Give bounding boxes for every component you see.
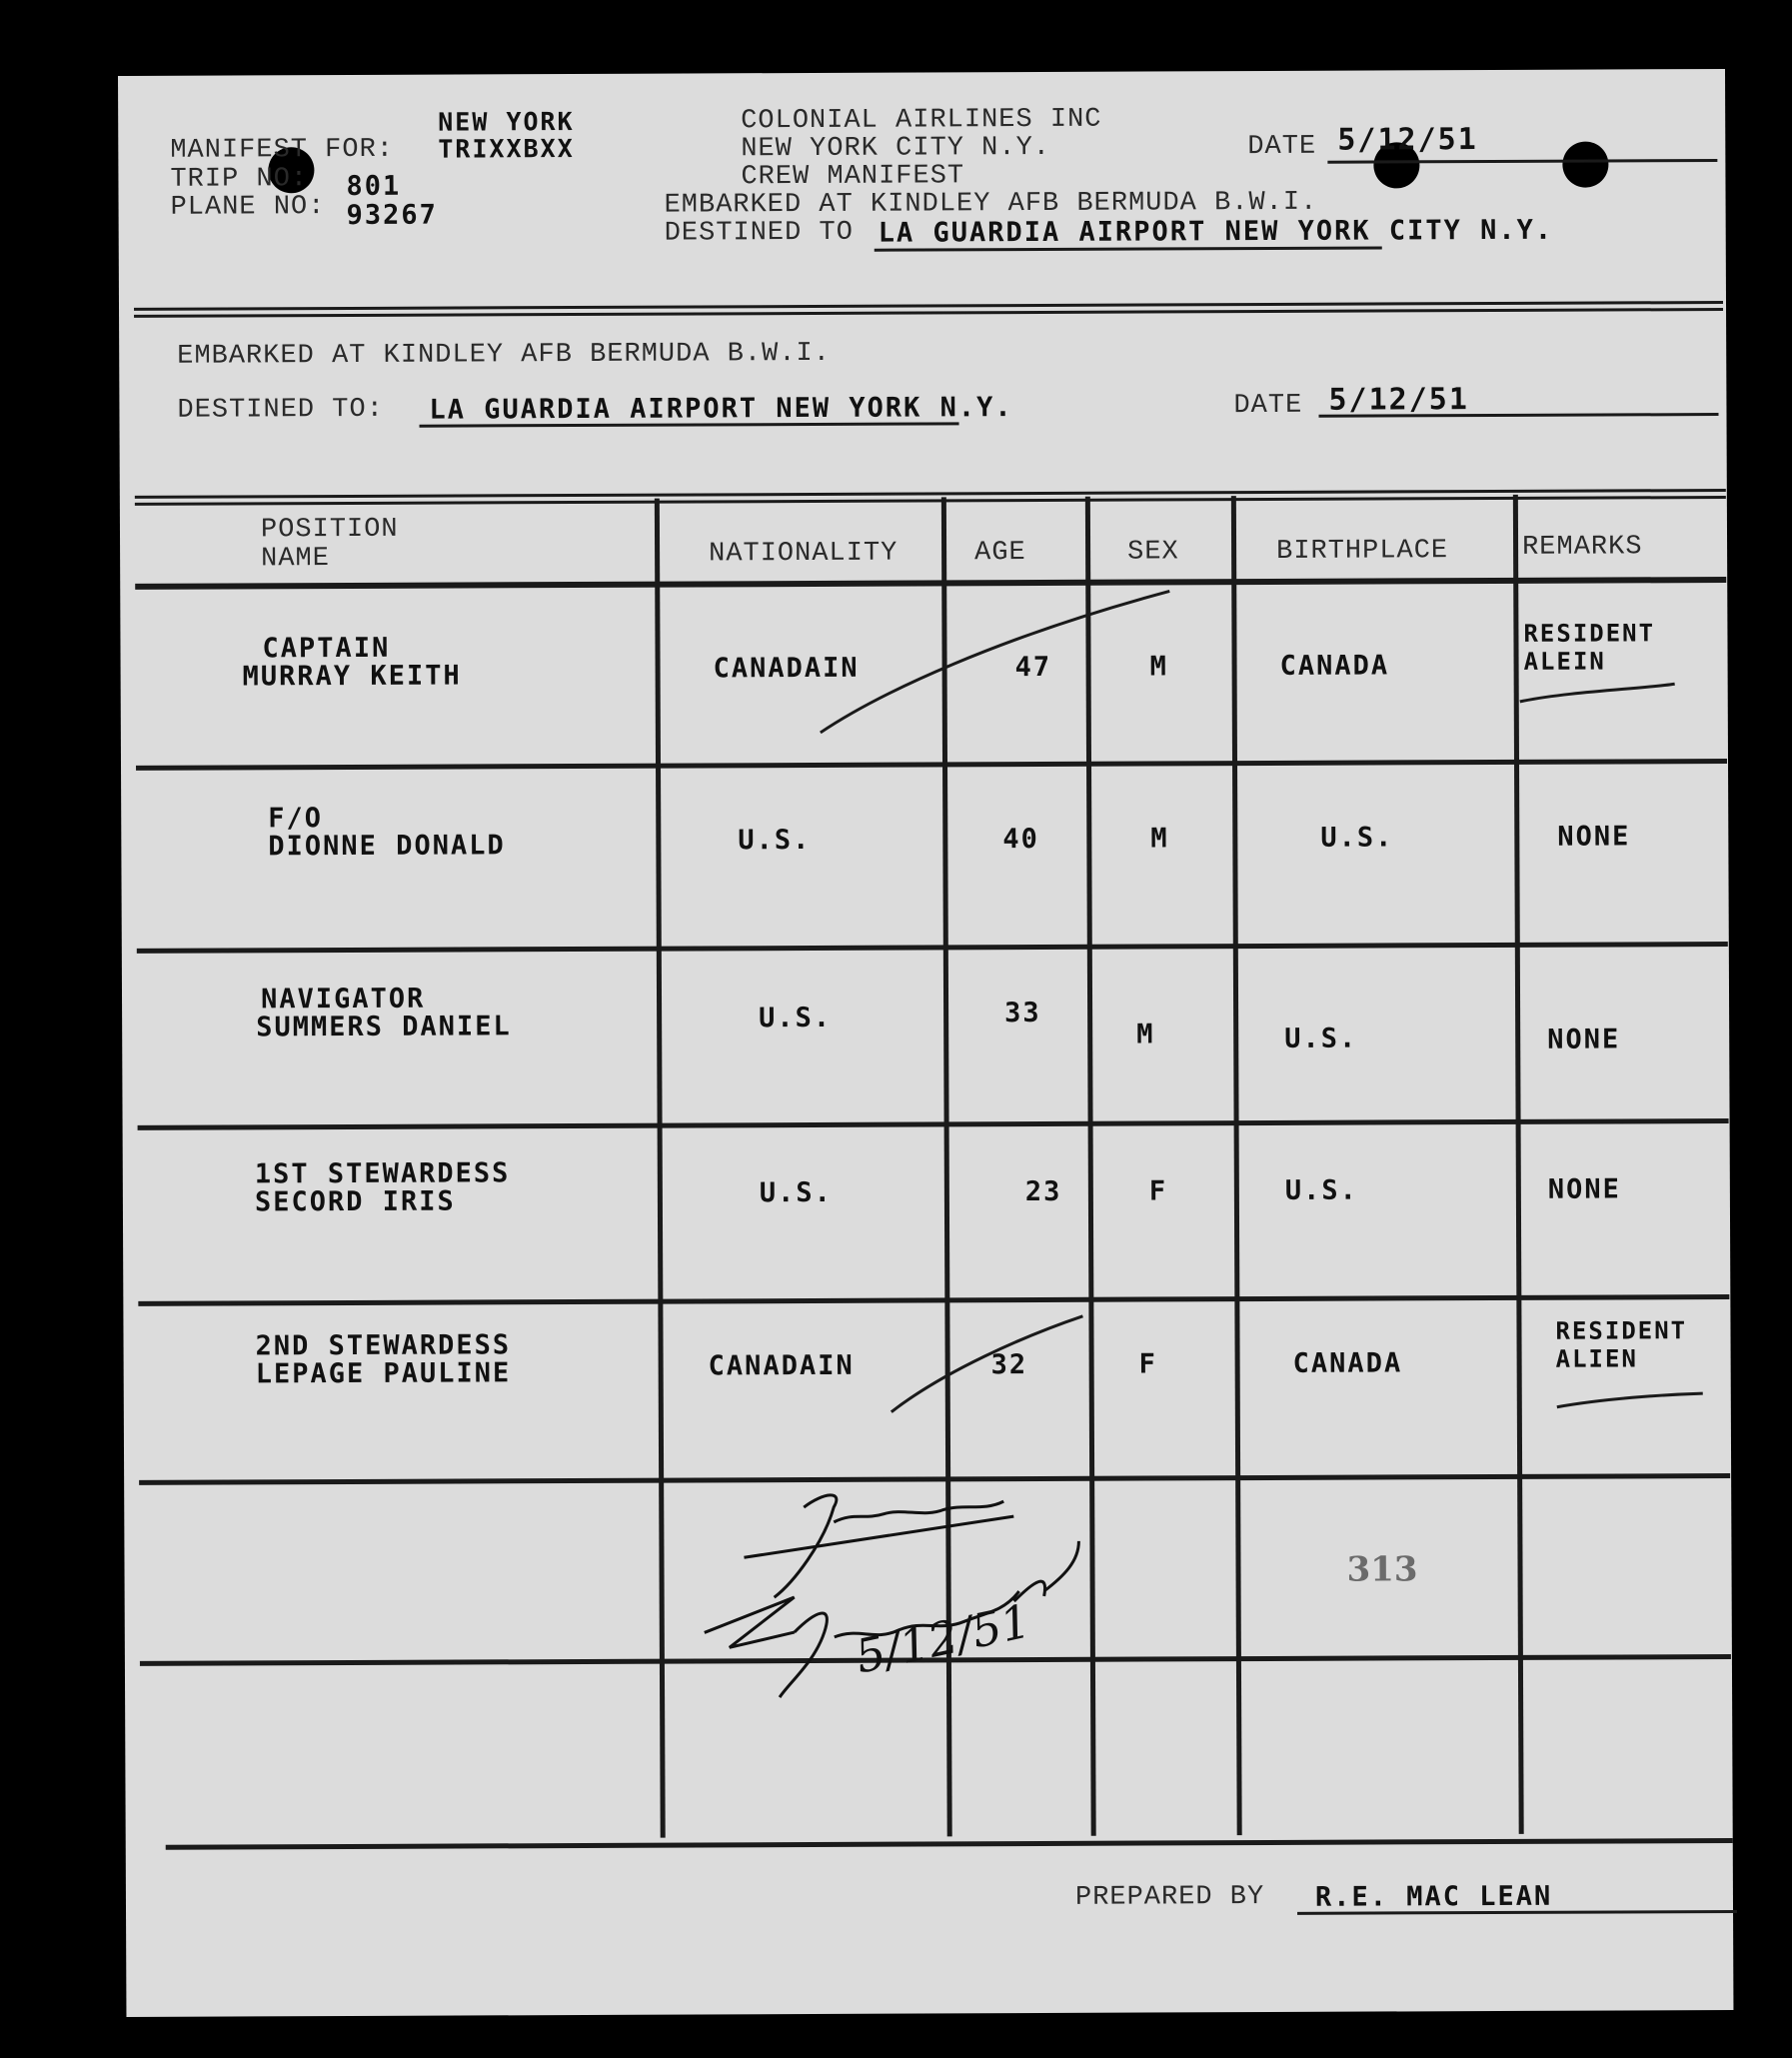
embarked-line: EMBARKED AT KINDLEY AFB BERMUDA B.W.I. bbox=[664, 187, 1318, 221]
table-row-position: 2ND STEWARDESS bbox=[255, 1329, 512, 1362]
destined-value: LA GUARDIA AIRPORT NEW YORK CITY N.Y. bbox=[878, 214, 1554, 249]
table-row-age: 33 bbox=[1004, 997, 1041, 1029]
table-row-position: NAVIGATOR bbox=[260, 983, 426, 1016]
table-row-name: DIONNE DONALD bbox=[268, 830, 506, 863]
col-remarks-header: REMARKS bbox=[1522, 532, 1643, 563]
subheader-destined-label: DESTINED TO: bbox=[177, 394, 384, 426]
document-title: CREW MANIFEST bbox=[741, 161, 965, 193]
subheader-date-value: 5/12/51 bbox=[1328, 382, 1469, 418]
prepared-by-value: R.E. MAC LEAN bbox=[1314, 1880, 1553, 1913]
table-row-remarks-2: ALEIN bbox=[1523, 647, 1606, 676]
table-row-name: SECORD IRIS bbox=[254, 1185, 456, 1218]
table-row-age: 23 bbox=[1024, 1175, 1062, 1208]
table-row-sex: M bbox=[1149, 651, 1168, 683]
table-row-sex: M bbox=[1136, 1019, 1155, 1050]
company-city: NEW YORK CITY N.Y. bbox=[741, 132, 1051, 165]
table-row-birthplace: U.S. bbox=[1320, 822, 1394, 854]
trip-label: TRIP NO: bbox=[170, 164, 309, 195]
table-row-remarks: NONE bbox=[1547, 1173, 1621, 1205]
table-row-remarks: RESIDENT bbox=[1555, 1316, 1688, 1345]
destined-label: DESTINED TO bbox=[664, 217, 854, 249]
table-row-nationality: U.S. bbox=[738, 824, 812, 857]
company-name: COLONIAL AIRLINES INC bbox=[741, 104, 1102, 137]
table-row-name: SUMMERS DANIEL bbox=[256, 1011, 512, 1043]
table-row-age: 47 bbox=[1014, 651, 1052, 684]
table-row-nationality: CANADAIN bbox=[708, 1349, 855, 1382]
table-row-name: LEPAGE PAULINE bbox=[255, 1357, 512, 1390]
table-row-name: MURRAY KEITH bbox=[242, 660, 462, 693]
table-row-age: 40 bbox=[1002, 823, 1039, 856]
table-row-remarks-2: ALIEN bbox=[1555, 1344, 1638, 1373]
table-row-age: 32 bbox=[990, 1349, 1028, 1381]
plane-value: 93267 bbox=[346, 199, 438, 232]
manifest-for-label: MANIFEST FOR: bbox=[170, 134, 395, 166]
table-row-remarks: NONE bbox=[1557, 821, 1631, 853]
table-row-remarks: NONE bbox=[1547, 1024, 1621, 1055]
subheader-date-label: DATE bbox=[1233, 390, 1303, 422]
col-position-header: POSITION bbox=[260, 514, 399, 546]
table-row-birthplace: U.S. bbox=[1284, 1174, 1358, 1206]
date-value: 5/12/51 bbox=[1337, 122, 1478, 158]
table-row-position: F/O bbox=[268, 803, 324, 835]
handwritten-signature bbox=[684, 1461, 1134, 1763]
trip-value: 801 bbox=[346, 170, 402, 203]
col-sex-header: SEX bbox=[1127, 537, 1179, 568]
table-row-sex: F bbox=[1138, 1348, 1157, 1380]
plane-label: PLANE NO: bbox=[170, 192, 326, 223]
table-row-birthplace: CANADA bbox=[1279, 650, 1390, 682]
manifest-for-struck: TRIXXBXX bbox=[438, 134, 575, 164]
col-birthplace-header: BIRTHPLACE bbox=[1276, 536, 1449, 567]
table-row-nationality: CANADAIN bbox=[713, 652, 860, 685]
manifest-sheet bbox=[118, 69, 1733, 2017]
stamp-number: 313 bbox=[1346, 1549, 1418, 1590]
manifest-for-value: NEW YORK bbox=[438, 107, 575, 137]
table-row-position: 1ST STEWARDESS bbox=[254, 1157, 511, 1190]
table-row-position: CAPTAIN bbox=[262, 632, 391, 665]
col-nationality-header: NATIONALITY bbox=[709, 538, 898, 570]
table-row-nationality: U.S. bbox=[759, 1176, 833, 1209]
col-age-header: AGE bbox=[974, 538, 1026, 569]
col-name-header: NAME bbox=[261, 544, 330, 575]
table-row-birthplace: U.S. bbox=[1284, 1023, 1358, 1054]
table-row-nationality: U.S. bbox=[759, 1002, 833, 1034]
table-row-remarks: RESIDENT bbox=[1523, 619, 1656, 648]
prepared-by-label: PREPARED BY bbox=[1074, 1882, 1265, 1913]
date-label: DATE bbox=[1247, 131, 1317, 163]
signature-date: 5/12/51 bbox=[851, 1593, 1035, 1684]
table-row-sex: M bbox=[1150, 823, 1169, 855]
table-row-sex: F bbox=[1148, 1175, 1168, 1207]
subheader-destined-value: LA GUARDIA AIRPORT NEW YORK N.Y. bbox=[429, 392, 1013, 426]
table-row-birthplace: CANADA bbox=[1292, 1347, 1403, 1379]
subheader-embarked: EMBARKED AT KINDLEY AFB BERMUDA B.W.I. bbox=[177, 338, 831, 372]
